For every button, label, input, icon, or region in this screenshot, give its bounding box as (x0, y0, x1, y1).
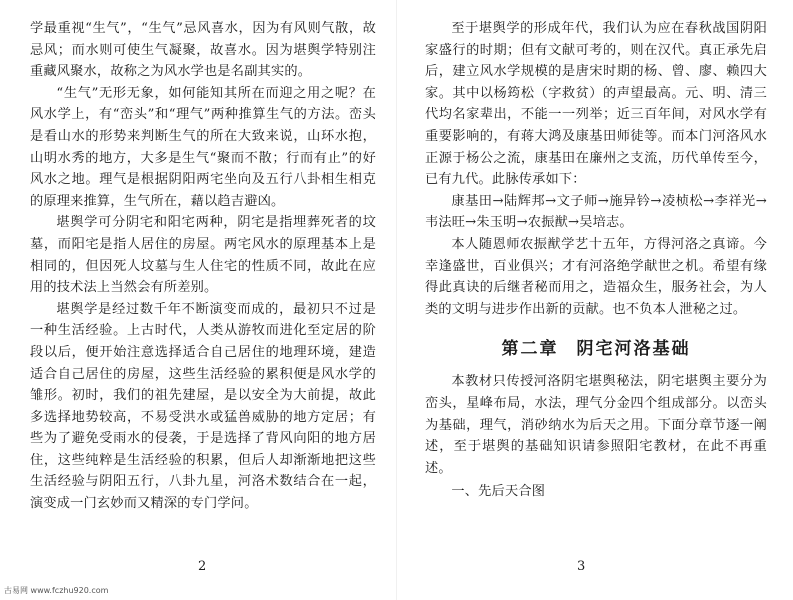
right-page (396, 0, 793, 600)
chapter-number: 第二章 (501, 339, 559, 360)
left-paragraph-3: 堪舆学可分阴宅和阳宅两种，阴宅是指埋葬死者的坟墓，而阳宅是指人居住的房屋。两宅风水的原理基本上是相同的，但因死人坟墓与生人住宅的性质不同，故此在应用的技术法上当然会有所差别。 (30, 215, 376, 296)
right-paragraph-1: 至于堪舆学的形成年代，我们认为应在春秋战国阴阳家盛行的时期；但有文献可考的，则在汉代。真正承先启后，建立风水学规模的是唐宋时期的杨、曾、廖、赖四大家。其中以杨筠松（字救贫）的声望最高。元、明、清三代均名家辈出，不能一一列举；近三百年间，对风水学有重要影响的，有蒋大鸿及康基田师徒等。而本门河洛风水正源于杨公之流，康基田在廉州之支流，历代单传至今，已有九代。此脉传承如下： (425, 21, 767, 188)
page-number-right: 3 (577, 559, 586, 574)
left-paragraph-1: 学最重视“生气”，“生气”忌风喜水，因为有风则气散，故忌风；而水则可使生气凝聚，故喜水。因为堪舆学特别注重藏风聚水，故称之为风水学也是名副其实的。 (30, 21, 376, 80)
right-paragraph-3: 本人随恩师农振猷学艺十五年，方得河洛之真谛。今幸逢盛世，百业俱兴；才有河洛绝学献世之机。希望有缘得此真诀的后继者秘而用之，造福众生，服务社会，为人类的文明与进步作出新的贡献。也不负本人泄秘之过。 (425, 236, 767, 317)
right-paragraph-4: 本教材只传授河洛阴宅堪舆秘法，阴宅堪舆主要分为峦头，星峰布局，水法，理气分金四个组成部分。以峦头为基础，理气，消砂纳水为后天之用。下面分章节逐一阐述，至于堪舆的基础知识请参照阳宅教材，在此不再重述。 (425, 374, 767, 476)
section-heading: 一、先后天合图 (451, 484, 546, 500)
left-paragraph-4: 堪舆学是经过数千年不断演变而成的，最初只不过是一种生活经验。上古时代，人类从游牧而进化至定居的阶段以后，便开始注意选择适合自己居住的地理环境，建造适合自己居住的房屋，这些生活经验的累积便是风水学的雏形。初时，我们的祖先建屋，是以安全为大前提，故此多选择地势较高，不易受洪水或猛兽威胁的地方定居；有些为了避免受雨水的侵袭，于是选择了背风向阳的地方居住，这些纯粹是生活经验的积累，但后人却渐渐地把这些生活经验与阴阳五行，八卦九星，河洛术数结合在一起，演变成一门玄妙而又精深的专门学问。 (30, 301, 376, 512)
chapter-heading (425, 334, 767, 359)
page-number-left: 2 (198, 559, 207, 574)
left-paragraph-2: “生气”无形无象，如何能知其所在而迎之用之呢？在风水学上，有“峦头”和“理气”两种推算生气的方法。峦头是看山水的形势来判断生气的所在大致来说，山环水抱，山明水秀的地方，大多是生气“聚而不散；行而有止”的好风水之地。理气是根据阴阳两宅坐向及五行八卦相生相克的原理来推算，生气所在，藉以趋吉避凶。 (30, 85, 376, 209)
left-page (0, 0, 396, 600)
chapter-title: 阴宅河洛基础 (576, 339, 691, 360)
footer-watermark: 古易网 www.fczhu920.com (4, 586, 109, 595)
lineage-paragraph: 康基田→陆辉邦→文子师→施异钤→凌桢松→李祥光→韦法旺→朱玉明→农振猷→吴培志。 (425, 193, 767, 231)
